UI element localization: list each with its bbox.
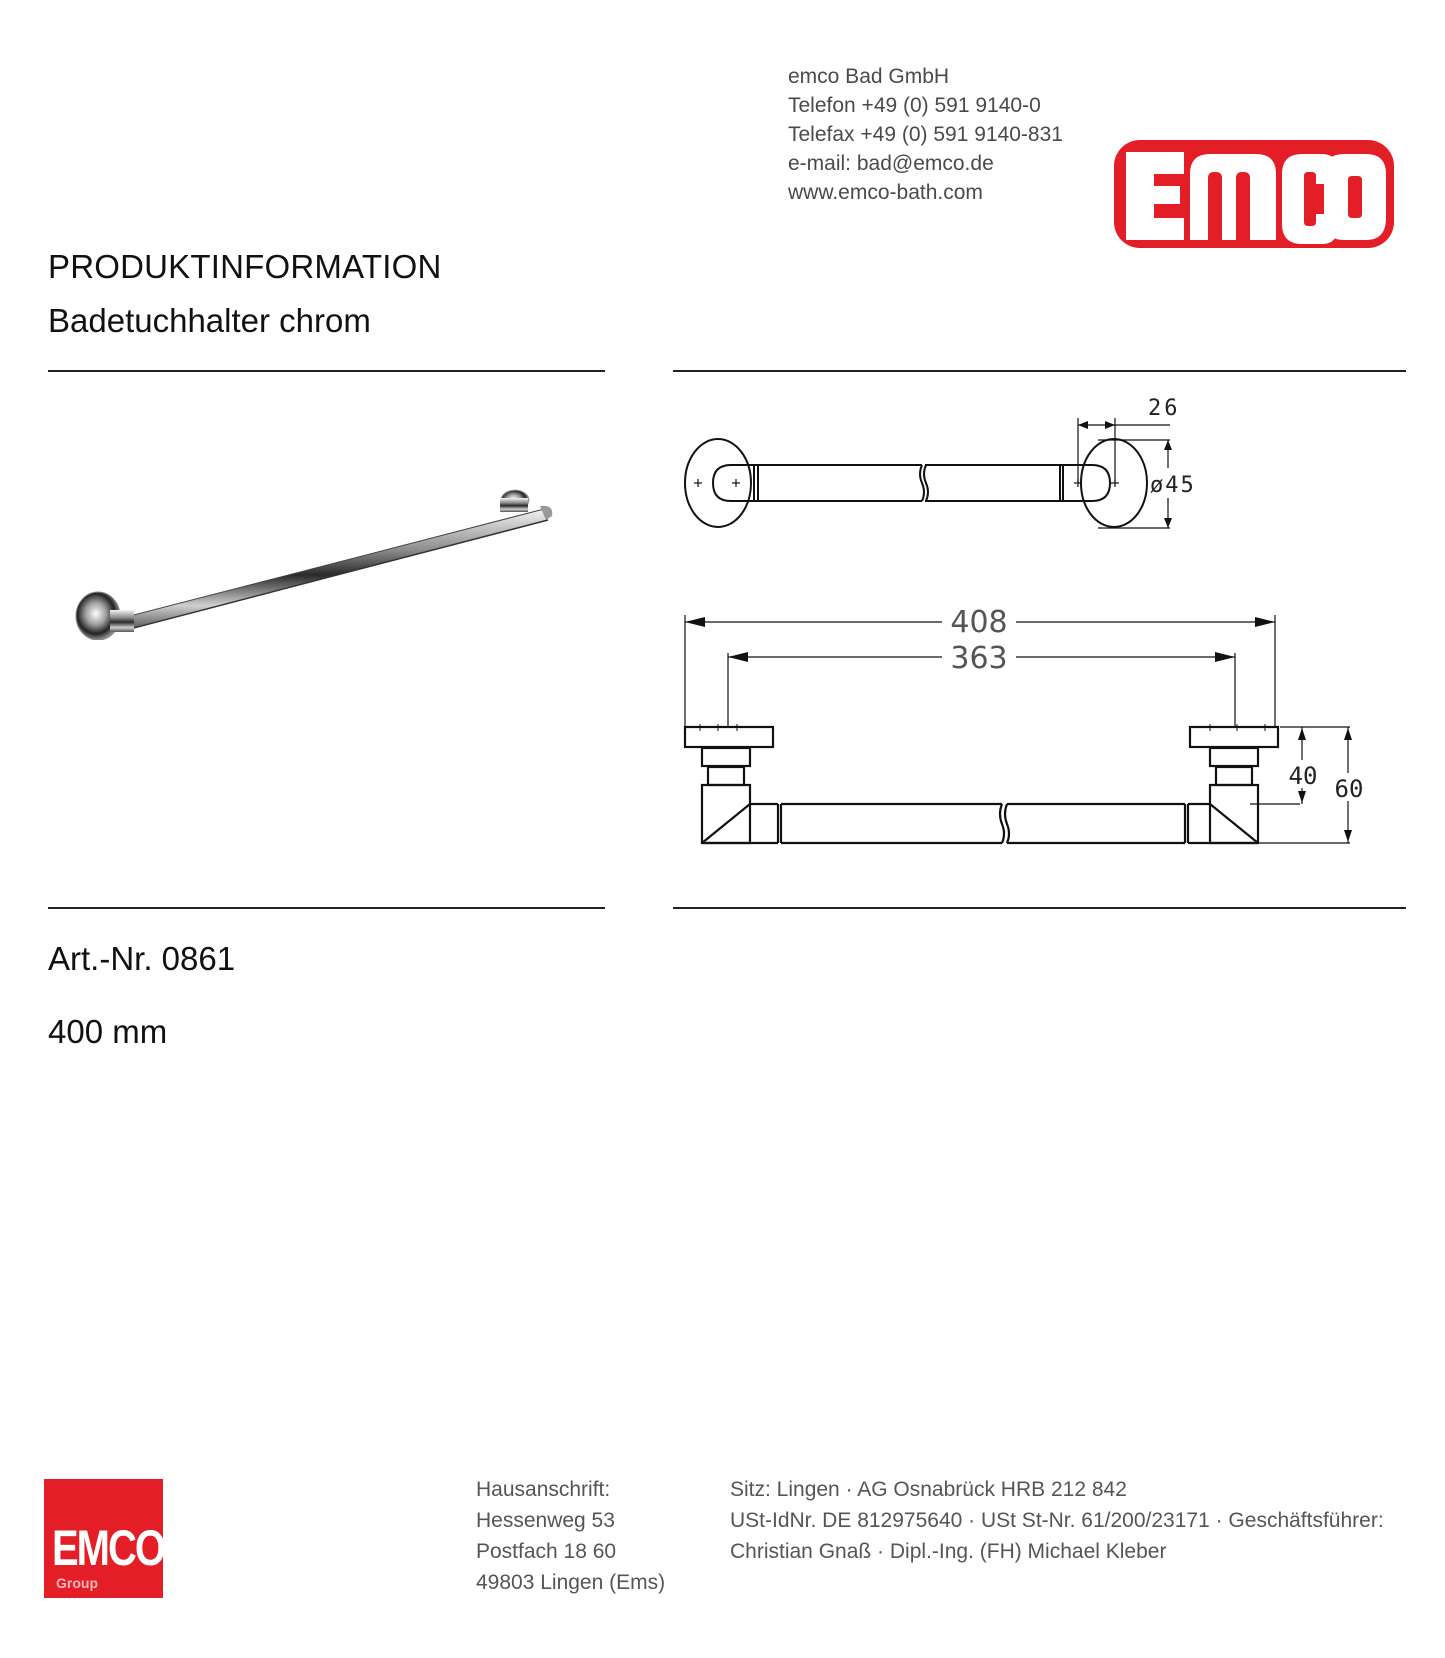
- dim-inner-projection-label: 40: [1288, 762, 1318, 790]
- footer-address: [476, 1474, 665, 1598]
- website: www.emco-bath.com: [788, 181, 983, 204]
- front-view-svg: [680, 600, 1380, 870]
- footer-legal: [730, 1474, 1384, 1567]
- technical-drawing-top-view: [680, 390, 1380, 550]
- dim-outer-projection-label: 60: [1334, 775, 1364, 803]
- emco-group-logo-text: EMCO: [52, 1521, 164, 1576]
- divider-right-bottom: [673, 907, 1406, 909]
- legal-line-3: Christian Gnaß · Dipl.-Ing. (FH) Michael Kleber: [730, 1540, 1167, 1563]
- technical-drawing-front-view: [680, 600, 1380, 870]
- dim-overall-label: 408: [950, 605, 1008, 640]
- fax-number: Telefax +49 (0) 591 9140-831: [788, 123, 1063, 146]
- article-number: Art.-Nr. 0861: [48, 940, 236, 977]
- emco-logo-icon: [1112, 134, 1396, 254]
- emco-logo: [1112, 134, 1396, 254]
- legal-line-2: USt-IdNr. DE 812975640 · USt St-Nr. 61/200/23171 · Geschäftsführer:: [730, 1509, 1384, 1532]
- page-title: PRODUKTINFORMATION: [48, 248, 442, 285]
- product-name: Badetuchhalter chrom: [48, 302, 371, 339]
- email-address: e-mail: bad@emco.de: [788, 152, 994, 175]
- address-city: 49803 Lingen (Ems): [476, 1571, 666, 1594]
- contact-block: [788, 62, 1063, 207]
- divider-left-top: [48, 370, 605, 372]
- dim-mounting-label: 363: [950, 641, 1008, 676]
- top-view-svg: [680, 390, 1380, 550]
- legal-line-1: Sitz: Lingen · AG Osnabrück HRB 212 842: [730, 1478, 1127, 1501]
- dim-diameter-label: ø45: [1150, 473, 1196, 498]
- divider-left-bottom: [48, 907, 605, 909]
- company-name: emco Bad GmbH: [788, 65, 950, 88]
- address-street: Hessenweg 53: [476, 1509, 615, 1532]
- address-po-box: Postfach 18 60: [476, 1540, 617, 1563]
- product-size: 400 mm: [48, 1013, 168, 1050]
- product-image: [70, 470, 570, 640]
- address-label: Hausanschrift:: [476, 1478, 611, 1501]
- emco-group-logo-sub: Group: [56, 1575, 98, 1591]
- phone-number: Telefon +49 (0) 591 9140-0: [788, 94, 1041, 117]
- emco-group-logo: [44, 1479, 163, 1598]
- divider-right-top: [673, 370, 1406, 372]
- dim-depth-label: 26: [1148, 396, 1181, 421]
- towel-bar-image: [70, 470, 570, 640]
